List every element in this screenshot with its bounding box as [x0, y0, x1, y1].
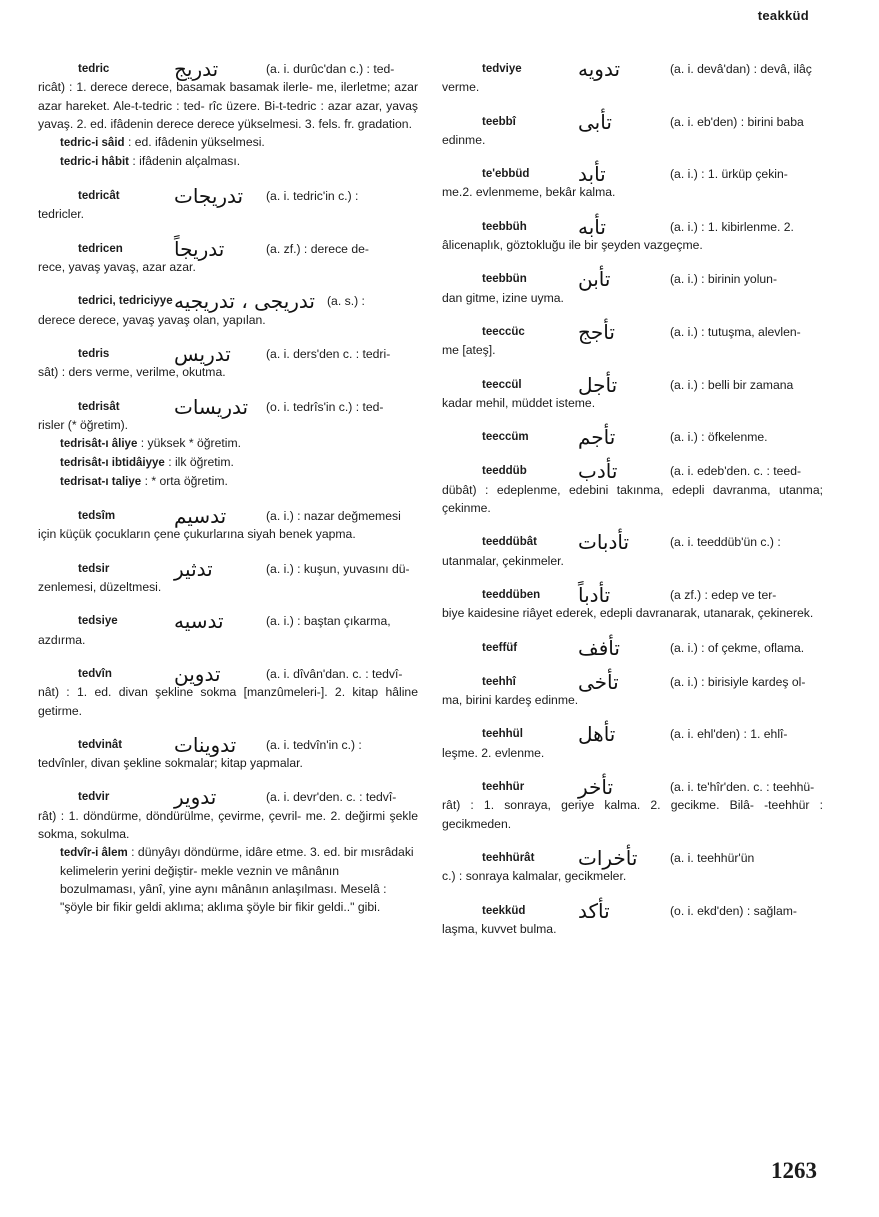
- headword: tedviye: [482, 63, 522, 75]
- headword: tedricen: [78, 242, 123, 255]
- arabic-script: تدوير: [174, 785, 217, 810]
- arabic-script: تأبد: [578, 162, 606, 187]
- sub-entry: [38, 453, 418, 472]
- definition-continuation: dübât) : edeplenme, edebini takınma, edepli davranma, utanma; çekinme.: [442, 482, 823, 516]
- definition-continuation: ricât) : 1. derece derece, basamak basamak ilerle- me, ilerletme; azar azar hareket. Ale-t-tedric : ted- rîc üzere. Bi-t-tedric : azar azar, yavaş yavaş. 2. ed. ifâdenin derece derece yükselmesi. 3. fels. fr. gradation.: [38, 80, 418, 131]
- definition-continuation: utanmalar, çekinmeler.: [442, 553, 564, 568]
- arabic-script: تدريجاً: [174, 236, 225, 261]
- headword: teekküd: [482, 904, 526, 917]
- dictionary-entry: [442, 582, 823, 623]
- definition-start: (a. i. devâ'dan) : devâ, ilâç: [670, 62, 812, 76]
- definition-start: (a. i.) : öfkelenme.: [670, 430, 768, 445]
- sub-headword: tedrisat-ı taliye: [60, 476, 142, 489]
- dictionary-entry: [38, 609, 418, 649]
- headword: teeffüf: [482, 641, 518, 654]
- headword: tedrisât: [78, 400, 120, 413]
- headword: teeddübât: [482, 536, 537, 549]
- definition-start: (a. i. edeb'den. c. : teed-: [670, 464, 802, 479]
- sub-definition: : ilk öğretim.: [168, 455, 234, 470]
- definition-continuation: verme.: [442, 80, 480, 95]
- entry-first-line: [38, 609, 418, 634]
- entry-first-line: [38, 57, 418, 81]
- arabic-script: تأخى: [578, 669, 619, 694]
- entry-first-line: [38, 394, 418, 419]
- definition-start: (a. i. durûc'dan c.) : ted-: [266, 62, 395, 76]
- definition-start: (a. i.) : belli bir zamana: [670, 377, 794, 392]
- headword: teehhürât: [482, 851, 535, 864]
- headword: teeddüb: [482, 465, 527, 478]
- definition-start: (a. i.) : tutuşma, alevlen-: [670, 324, 801, 339]
- arabic-script: تأخر: [578, 775, 614, 800]
- headword: teebbün: [482, 273, 527, 286]
- sub-definition: : * orta öğretim.: [144, 474, 228, 489]
- definition-start: (a. i. teeddüb'ün c.) :: [670, 535, 781, 550]
- entry-first-line: [38, 732, 418, 757]
- running-header: teakküd: [757, 8, 809, 23]
- arabic-script: تأجل: [578, 372, 618, 397]
- definition-continuation: dan gitme, izine uyma.: [442, 290, 564, 305]
- arabic-script: تدريج: [174, 57, 219, 81]
- definition-start: (a. i.) : 1. kibirlenme. 2.: [670, 219, 794, 234]
- definition-start: (a. i. te'hîr'den. c. : teehhü-: [670, 780, 815, 795]
- dictionary-entry: [38, 732, 418, 773]
- arabic-script: تأفف: [578, 635, 620, 660]
- definition-continuation: kadar mehil, müddet isteme.: [442, 395, 596, 410]
- headword: tedvîn: [78, 667, 112, 680]
- arabic-script: تدويه: [578, 57, 621, 81]
- definition-start: (a. i. devr'den. c. : tedvî-: [266, 790, 397, 805]
- arabic-script: تدسيه: [174, 609, 224, 634]
- arabic-script: تأدب: [578, 459, 618, 484]
- headword: tedsîm: [78, 510, 116, 523]
- definition-continuation: azdırma.: [38, 632, 86, 647]
- entry-first-line: [38, 341, 418, 366]
- sub-entry: [38, 152, 418, 171]
- dictionary-entry: [38, 184, 418, 224]
- headword: teehhî: [482, 675, 516, 688]
- arabic-script: تأدباً: [578, 582, 611, 607]
- dictionary-entry: [442, 898, 823, 939]
- dictionary-entry: [442, 162, 823, 202]
- entry-first-line: [442, 530, 823, 555]
- definition-start: (a. i.) : birinin yolun-: [670, 272, 778, 287]
- headword: tedric: [78, 63, 110, 75]
- arabic-script: تدريس: [174, 341, 231, 366]
- dictionary-entry: [442, 372, 823, 413]
- definition-continuation: için küçük çocukların çene çukurlarına siyah benek yapma.: [38, 527, 356, 542]
- definition-continuation: âlicenaplık, göztokluğu ile bir şeyden vazgeçme.: [442, 238, 703, 253]
- arabic-script: تدوينات: [174, 732, 237, 757]
- arabic-script: تدسيم: [174, 504, 227, 529]
- dictionary-entry: [38, 504, 418, 544]
- entry-first-line: [442, 109, 823, 134]
- dictionary-entry: [38, 556, 418, 597]
- definition-continuation: nât) : 1. ed. divan şekline sokma [manzûmeleri-]. 2. kitap hâline getirme.: [38, 685, 418, 718]
- entry-first-line: [38, 785, 418, 810]
- dictionary-entry: [442, 214, 823, 255]
- definition-continuation: edinme.: [442, 132, 486, 147]
- entry-first-line: [38, 184, 418, 209]
- dictionary-entry: [442, 722, 823, 762]
- headword: teeddüben: [482, 588, 541, 601]
- arabic-script: تدثير: [174, 556, 213, 581]
- dictionary-entry: [442, 319, 823, 360]
- arabic-script: تأجم: [578, 425, 616, 450]
- definition-continuation: tedricler.: [38, 207, 85, 222]
- entry-first-line: [38, 661, 418, 686]
- dictionary-entry: [442, 635, 823, 660]
- definition-start: (a. i. eb'den) : birini baba: [670, 114, 804, 129]
- definition-start: (a zf.) : edep ve ter-: [670, 587, 777, 602]
- entry-first-line: [442, 425, 823, 450]
- definition-continuation: tedvînler, divan şekline sokmalar; kitap yapmalar.: [38, 756, 303, 771]
- definition-continuation: zenlemesi, düzeltmesi.: [38, 580, 162, 595]
- sub-headword: tedrisât-ı âliye: [60, 438, 138, 451]
- definition-start: (o. i. ekd'den) : sağlam-: [670, 903, 797, 918]
- definition-continuation: rece, yavaş yavaş, azar azar.: [38, 260, 196, 275]
- headword: tedvinât: [78, 738, 123, 751]
- sub-entry: [38, 434, 418, 453]
- dictionary-entry: [442, 845, 823, 886]
- definition-continuation: ma, birini kardeş edinme.: [442, 693, 579, 708]
- headword: teeccüm: [482, 431, 529, 444]
- dictionary-entry: [442, 267, 823, 307]
- headword: teeccüc: [482, 325, 525, 338]
- headword: teebbüh: [482, 220, 527, 233]
- sub-definition: : ifâdenin alçalması.: [132, 154, 241, 169]
- entry-first-line: [38, 504, 418, 529]
- sub-entry: [38, 843, 418, 916]
- arabic-script: تأكد: [578, 898, 610, 923]
- dictionary-entry: [442, 459, 823, 517]
- definition-start: (a. i.) : birisiyle kardeş ol-: [670, 674, 806, 689]
- dictionary-entry: [442, 425, 823, 450]
- dictionary-entry: [38, 57, 418, 171]
- entry-first-line: [38, 289, 418, 314]
- arabic-script: تدوين: [174, 661, 221, 686]
- entry-first-line: [442, 845, 823, 870]
- dictionary-entry: [442, 775, 823, 833]
- headword: tedrici, tedriciyye: [78, 295, 173, 308]
- arabic-script: تأبى: [578, 109, 612, 134]
- definition-start: (a. s.) :: [327, 294, 365, 309]
- definition-continuation: rât) : 1. sonraya, geriye kalma. 2. gecikme. Bilâ- -teehhür : gecikmeden.: [442, 798, 823, 831]
- headword: tedricât: [78, 190, 120, 203]
- dictionary-entry: [442, 57, 823, 97]
- headword: tedvir: [78, 791, 110, 804]
- sub-headword: tedric-i sâid: [60, 137, 125, 150]
- dictionary-entry: [38, 289, 418, 329]
- definition-start: (a. i. tedric'in c.) :: [266, 189, 359, 204]
- headword: te'ebbüd: [482, 168, 530, 181]
- arabic-script: تأبن: [578, 267, 611, 292]
- definition-start: (a. i. dîvân'dan. c. : tedvî-: [266, 666, 403, 681]
- entry-first-line: [442, 582, 823, 607]
- right-column: [442, 57, 823, 954]
- headword: teehhür: [482, 781, 525, 794]
- sub-entry: [38, 472, 418, 491]
- entry-first-line: [442, 775, 823, 800]
- arabic-script: تأبه: [578, 214, 606, 239]
- definition-continuation: rât) : 1. döndürme, döndürülme, çevirme, çevril- me. 2. değirmi şekle sokma, sokulma.: [38, 808, 418, 842]
- entry-first-line: [442, 214, 823, 239]
- headword: tedsiye: [78, 615, 118, 628]
- definition-continuation: me [ateş].: [442, 343, 496, 358]
- entry-first-line: [442, 162, 823, 187]
- definition-continuation: risler (* öğretim).: [38, 417, 129, 432]
- dictionary-entry: [38, 394, 418, 492]
- arabic-script: تأدبات: [578, 530, 630, 555]
- definition-continuation: derece derece, yavaş yavaş olan, yapılan.: [38, 312, 266, 327]
- definition-start: (a. i.) : 1. ürküp çekin-: [670, 167, 788, 182]
- arabic-script: تدريسات: [174, 394, 249, 419]
- sub-definition: : dünyâyı döndürme, idâre etme. 3. ed. bir mısrâdaki kelimelerin yerini değiştir- mekle veznin ve mânânın bozulmaması, yânî, yine aynı mânânın anlaşılması. Meselâ : "şöyle bir fikir geldi aklıma; aklıma şöyle bir fikir geldi.." gibi.: [60, 845, 414, 915]
- definition-start: (a. i.) : of çekme, oflama.: [670, 640, 805, 655]
- sub-definition: : yüksek * öğretim.: [140, 436, 241, 451]
- definition-start: (a. i.) : baştan çıkarma,: [266, 614, 391, 629]
- entry-first-line: [442, 459, 823, 484]
- entry-first-line: [442, 722, 823, 747]
- definition-continuation: biye kaidesine riâyet ederek, edepli davranarak, utanarak, çekinerek.: [442, 606, 814, 621]
- dictionary-entry: [38, 785, 418, 916]
- entry-first-line: [442, 319, 823, 344]
- dictionary-entry: [442, 669, 823, 710]
- definition-start: (o. i. tedrîs'in c.) : ted-: [266, 399, 384, 414]
- sub-headword: tedric-i hâbit: [60, 156, 130, 169]
- headword: tedsir: [78, 562, 110, 575]
- definition-start: (a. i. ders'den c. : tedri-: [266, 346, 391, 361]
- sub-headword: tedvîr-i âlem: [60, 847, 128, 860]
- entry-first-line: [442, 372, 823, 397]
- arabic-script: تأخرات: [578, 845, 638, 870]
- headword: teebbî: [482, 115, 516, 128]
- definition-continuation: sât) : ders verme, verilme, okutma.: [38, 365, 226, 380]
- entry-first-line: [442, 635, 823, 660]
- sub-entry: [38, 133, 418, 152]
- headword: teehhül: [482, 728, 523, 741]
- headword: teeccül: [482, 378, 522, 391]
- entry-first-line: [442, 267, 823, 292]
- definition-start: (a. i. teehhür'ün: [670, 850, 755, 865]
- definition-continuation: me.2. evlenmeme, bekâr kalma.: [442, 185, 616, 200]
- arabic-script: تأهل: [578, 722, 616, 747]
- entry-first-line: [442, 898, 823, 923]
- dictionary-entry: [38, 236, 418, 277]
- entry-first-line: [442, 669, 823, 694]
- left-column: [38, 57, 418, 932]
- definition-start: (a. i. ehl'den) : 1. ehlî-: [670, 727, 788, 742]
- definition-continuation: laşma, kuvvet bulma.: [442, 921, 557, 936]
- definition-start: (a. i. tedvîn'in c.) :: [266, 737, 362, 752]
- dictionary-entry: [442, 530, 823, 570]
- arabic-script: تدريجى ، تدريجيه: [174, 289, 315, 314]
- sub-definition: : ed. ifâdenin yükselmesi.: [127, 135, 265, 150]
- entry-first-line: [38, 236, 418, 261]
- definition-start: (a. i.) : nazar değmemesi: [266, 509, 401, 524]
- page-number: 1263: [771, 1158, 817, 1183]
- arabic-script: تأجج: [578, 319, 615, 344]
- dictionary-entry: [38, 341, 418, 382]
- headword: tedris: [78, 347, 110, 360]
- entry-first-line: [38, 556, 418, 581]
- entry-first-line: [442, 57, 823, 81]
- definition-start: (a. i.) : kuşun, yuvasını dü-: [266, 561, 410, 576]
- sub-headword: tedrisât-ı ibtidâiyye: [60, 457, 165, 470]
- dictionary-entry: [38, 661, 418, 720]
- definition-continuation: c.) : sonraya kalmalar, gecikmeler.: [442, 869, 627, 884]
- definition-start: (a. zf.) : derece de-: [266, 241, 369, 256]
- definition-continuation: leşme. 2. evlenme.: [442, 745, 545, 760]
- dictionary-entry: [442, 109, 823, 150]
- arabic-script: تدريجات: [174, 184, 244, 209]
